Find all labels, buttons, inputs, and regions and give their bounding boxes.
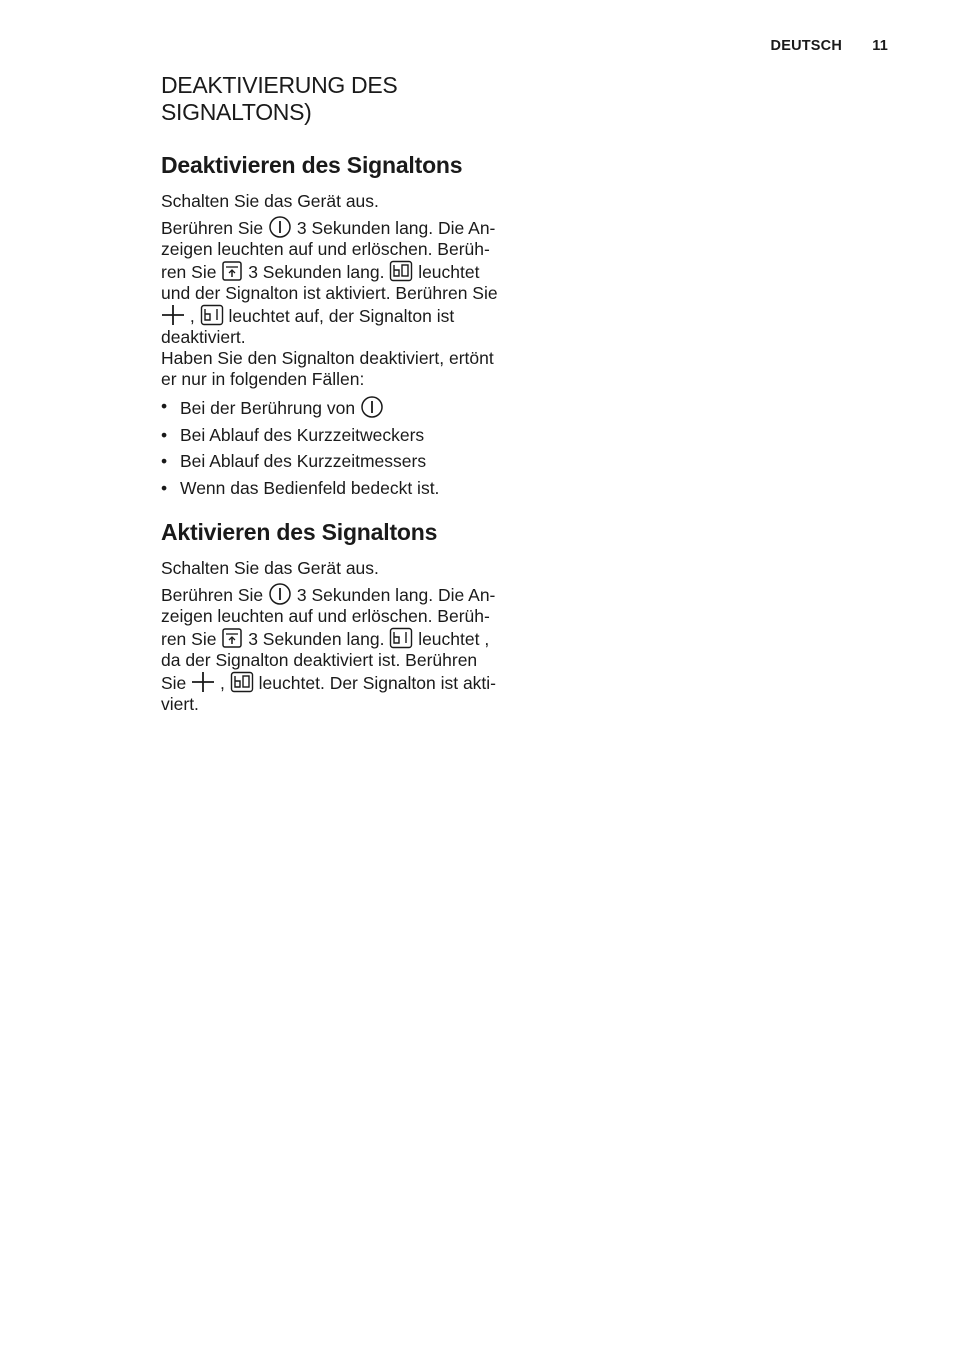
text-fragment: 3 Sekunden lang. Die An- xyxy=(296,584,496,605)
list-item: • Bei der Berührung von xyxy=(161,396,513,419)
text-fragment: Berühren Sie xyxy=(161,584,264,605)
power-icon xyxy=(360,396,384,418)
text-fragment: ren Sie xyxy=(161,628,217,649)
text-fragment: da der Signalton deaktiviert ist. Berühren xyxy=(161,649,478,670)
text-fragment: leuchtet. Der Signalton ist akti- xyxy=(258,672,497,693)
text-fragment: deaktiviert. xyxy=(161,327,246,347)
text-fragment: Sie xyxy=(161,672,187,693)
display-b1-icon xyxy=(389,627,413,649)
list-item-text: Bei Ablauf des Kurzzeitweckers xyxy=(180,424,425,445)
step-switch-off: Schalten Sie das Gerät aus. xyxy=(161,191,379,211)
paragraph-deactivate xyxy=(161,216,513,390)
display-b1-icon xyxy=(200,304,224,326)
heading-activate: Aktivieren des Signaltons xyxy=(161,518,438,545)
lock-icon xyxy=(221,260,243,282)
list-item: • Bei Ablauf des Kurzzeitweckers xyxy=(161,424,425,445)
section-activate xyxy=(161,518,513,715)
section-deactivate xyxy=(161,151,513,499)
power-icon xyxy=(268,216,292,238)
continued-title xyxy=(161,72,513,126)
text-fragment: leuchtet , xyxy=(418,628,490,649)
text-fragment: 3 Sekunden lang. xyxy=(248,628,385,649)
text-fragment: viert. xyxy=(161,693,199,714)
list-item-text: Bei der Berührung von xyxy=(180,398,356,418)
continued-title-line1: DEAKTIVIERUNG DES xyxy=(161,72,398,98)
text-fragment: 3 Sekunden lang. xyxy=(248,262,385,282)
text-fragment: Berühren Sie xyxy=(161,218,264,238)
page-number: 11 xyxy=(872,38,888,54)
display-b0-icon xyxy=(230,671,254,693)
continued-title-line2: SIGNALTONS) xyxy=(161,99,312,125)
step-switch-off: Schalten Sie das Gerät aus. xyxy=(161,557,379,578)
lock-icon xyxy=(221,627,243,649)
list-item-text: Bei Ablauf des Kurzzeitmessers xyxy=(180,451,427,471)
plus-icon xyxy=(191,671,215,693)
text-fragment: ren Sie xyxy=(161,262,217,282)
power-icon xyxy=(268,583,292,605)
text-fragment: leuchtet auf, der Signalton ist xyxy=(228,306,455,326)
bullet-list xyxy=(161,396,513,499)
text-fragment: 3 Sekunden lang. Die An- xyxy=(296,218,496,238)
list-item: • Wenn das Bedienfeld bedeckt ist. xyxy=(161,477,440,498)
text-fragment: , xyxy=(189,306,195,326)
plus-icon xyxy=(161,304,185,326)
list-item: • Bei Ablauf des Kurzzeitmessers xyxy=(161,451,427,471)
paragraph-activate xyxy=(161,583,513,715)
text-fragment: leuchtet xyxy=(418,262,480,282)
text-fragment: Haben Sie den Signalton deaktiviert, ertönt xyxy=(161,348,494,368)
main-content xyxy=(161,72,513,715)
text-fragment: und der Signalton ist aktiviert. Berühren Sie xyxy=(161,283,498,303)
display-b0-icon xyxy=(389,260,413,282)
text-fragment: , xyxy=(220,672,225,693)
heading-deactivate: Deaktivieren des Signaltons xyxy=(161,152,463,178)
header-language: DEUTSCH xyxy=(770,38,843,54)
text-fragment: er nur in folgenden Fällen: xyxy=(161,369,365,389)
page-header xyxy=(771,38,888,54)
text-fragment: zeigen leuchten auf und erlöschen. Berüh- xyxy=(161,605,490,626)
text-fragment: zeigen leuchten auf und erlöschen. Berüh- xyxy=(161,239,490,259)
list-item-text: Wenn das Bedienfeld bedeckt ist. xyxy=(180,477,440,498)
